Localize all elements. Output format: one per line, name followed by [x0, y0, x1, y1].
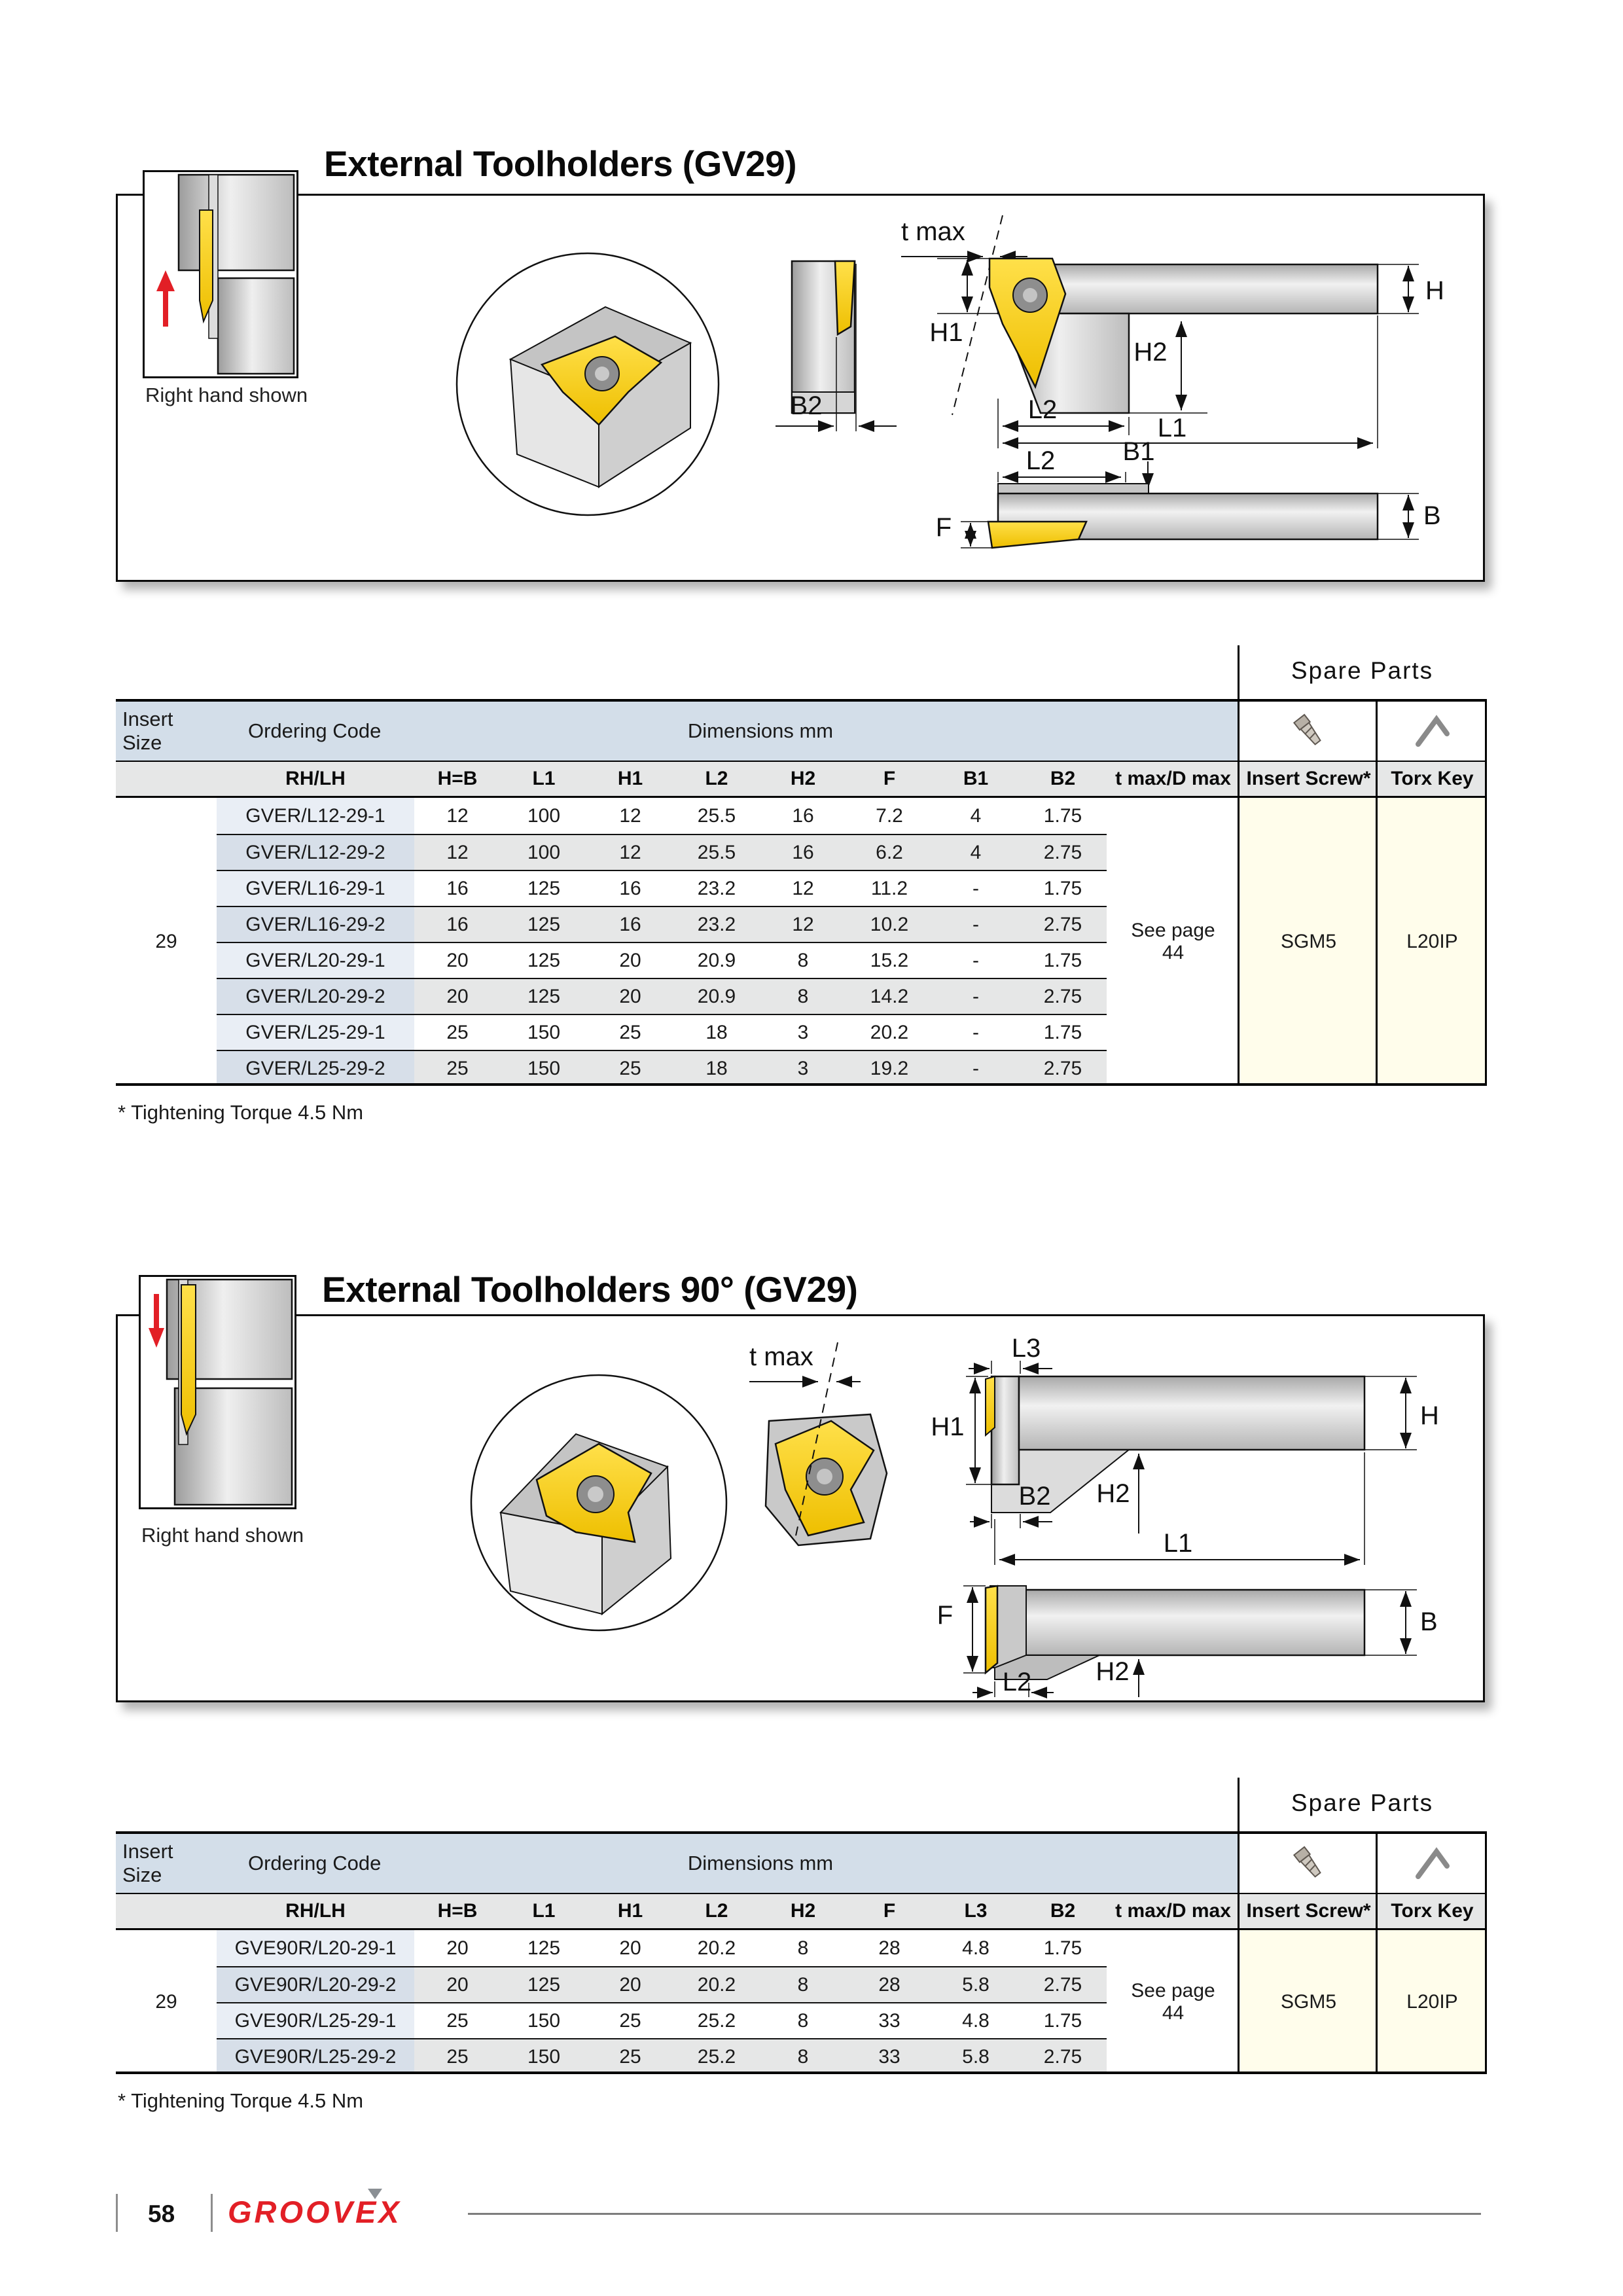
dimension-value-cell: 25	[414, 2038, 501, 2074]
dimension-value-cell: 8	[760, 2038, 846, 2074]
dimension-value-cell: 25	[414, 2002, 501, 2038]
dim-col-header: H=B	[414, 1894, 501, 1930]
dim-col-header: L2	[673, 762, 760, 798]
dimension-value-cell: 25	[587, 1050, 673, 1086]
dim-label-L2b: L2	[1026, 446, 1056, 475]
section2-thumbnail-drawing	[141, 1277, 294, 1507]
ordering-code-cell: GVER/L12-29-2	[217, 834, 414, 870]
dim-label-F: F	[935, 513, 952, 542]
dim-label-L3: L3	[1011, 1334, 1041, 1363]
dim-col-header: L2	[673, 1894, 760, 1930]
dimension-value-cell: 14.2	[846, 978, 933, 1014]
dim-col-header: H2	[760, 762, 846, 798]
dimension-value-cell: 25.2	[673, 2038, 760, 2074]
dimension-value-cell: 8	[760, 942, 846, 978]
footer-rule-mid	[211, 2194, 213, 2232]
dimension-value-cell: 8	[760, 978, 846, 1014]
dim-label-tmax: t max	[901, 217, 965, 246]
section1-title: External Toolholders (GV29)	[324, 143, 797, 184]
side-view	[931, 1334, 1438, 1565]
insert-size-header: Insert Size	[116, 1834, 217, 1894]
dimension-value-cell: 20.2	[673, 1930, 760, 1966]
logo-triangle-icon	[368, 2189, 382, 2199]
dimension-value-cell: 16	[587, 870, 673, 906]
ordering-code-cell: GVE90R/L25-29-1	[217, 2002, 414, 2038]
dimension-value-cell: 125	[501, 906, 587, 942]
dimension-value-cell: -	[933, 870, 1019, 906]
dim-label-H1: H1	[929, 318, 963, 347]
dimension-value-cell: 16	[414, 870, 501, 906]
dim-label-H: H	[1420, 1401, 1439, 1430]
torx-key-image	[1378, 1834, 1487, 1894]
dim-label-B: B	[1423, 501, 1441, 530]
dimension-value-cell: 25.5	[673, 798, 760, 834]
dimension-value-cell: 4	[933, 798, 1019, 834]
dim-label-B1: B1	[1122, 437, 1155, 466]
dim-label-L2a: L2	[1027, 395, 1058, 424]
insert-screw-header: Insert Screw*	[1240, 762, 1378, 798]
rh-lh-header: RH/LH	[217, 1894, 414, 1930]
dim-col-header: F	[846, 1894, 933, 1930]
dimension-value-cell: 125	[501, 978, 587, 1014]
dim-label-L2: L2	[1002, 1668, 1032, 1696]
tmax-header: t max/D max	[1107, 762, 1240, 798]
plan-view	[936, 446, 1441, 548]
see-page-cell: See page 44	[1107, 798, 1240, 1086]
dim-label-F: F	[936, 1601, 954, 1630]
dim-label-B2: B2	[1018, 1482, 1051, 1511]
dimension-value-cell: 16	[587, 906, 673, 942]
dimension-value-cell: 3	[760, 1050, 846, 1086]
dimension-value-cell: 150	[501, 1050, 587, 1086]
dimension-value-cell: -	[933, 942, 1019, 978]
dimension-value-cell: -	[933, 906, 1019, 942]
section2-diagram-box	[116, 1314, 1485, 1702]
dimension-value-cell: 18	[673, 1014, 760, 1050]
dimension-value-cell: 15.2	[846, 942, 933, 978]
dimension-value-cell: 5.8	[933, 1966, 1019, 2002]
brand-logo	[228, 2194, 402, 2230]
dimension-value-cell: 150	[501, 1014, 587, 1050]
table-bottom-rule	[116, 2072, 1487, 2074]
dimension-value-cell: 2.75	[1019, 1966, 1107, 2002]
dimension-value-cell: -	[933, 1014, 1019, 1050]
section1-diagram-box	[116, 194, 1485, 582]
dimension-value-cell: 1.75	[1019, 2002, 1107, 2038]
section1-technical-drawing	[118, 196, 1483, 580]
dimension-value-cell: 19.2	[846, 1050, 933, 1086]
dim-label-H2b: H2	[1096, 1657, 1130, 1686]
dim-label-H2a: H2	[1096, 1479, 1130, 1508]
dim-col-header: H=B	[414, 762, 501, 798]
dimension-value-cell: 150	[501, 2038, 587, 2074]
section1-footnote: * Tightening Torque 4.5 Nm	[118, 1101, 364, 1124]
ordering-code-cell: GVE90R/L20-29-1	[217, 1930, 414, 1966]
ordering-code-cell: GVER/L20-29-2	[217, 978, 414, 1014]
ordering-code-cell: GVER/L12-29-1	[217, 798, 414, 834]
detail-circle-view	[471, 1375, 726, 1630]
dim-label-H1: H1	[931, 1412, 965, 1441]
dim-label-H: H	[1425, 276, 1444, 305]
detail-circle-view	[457, 253, 719, 515]
spare-parts-divider	[1238, 645, 1240, 1086]
tmax-band-cell	[1107, 702, 1240, 762]
dimension-value-cell: 12	[760, 870, 846, 906]
insert-screw-image	[1240, 1834, 1378, 1894]
dimension-value-cell: 25	[587, 2002, 673, 2038]
dim-col-header: H1	[587, 1894, 673, 1930]
insert-size-header: Insert Size	[116, 702, 217, 762]
ordering-code-cell: GVE90R/L25-29-2	[217, 2038, 414, 2074]
dim-col-header: B1	[933, 762, 1019, 798]
dim-label-L1: L1	[1157, 414, 1187, 442]
section2-title: External Toolholders 90° (GV29)	[322, 1269, 858, 1310]
dimension-value-cell: 25	[414, 1014, 501, 1050]
dimension-value-cell: 4.8	[933, 2002, 1019, 2038]
dimension-value-cell: 25	[587, 1014, 673, 1050]
insert-screw-image	[1240, 702, 1378, 762]
dim-col-header: H1	[587, 762, 673, 798]
dimension-value-cell: 20	[587, 1930, 673, 1966]
dim-label-H2: H2	[1133, 338, 1168, 367]
dimension-value-cell: 20.9	[673, 942, 760, 978]
insert-screw-header: Insert Screw*	[1240, 1894, 1378, 1930]
feed-direction-up-arrow	[156, 270, 175, 327]
dimension-value-cell: 8	[760, 2002, 846, 2038]
dimension-value-cell: 2.75	[1019, 2038, 1107, 2074]
dimension-value-cell: 125	[501, 870, 587, 906]
dimensions-header: Dimensions mm	[414, 702, 1107, 762]
footer-rule-long	[468, 2213, 1481, 2215]
dimension-value-cell: 20.2	[673, 1966, 760, 2002]
dimension-value-cell: 16	[760, 834, 846, 870]
dimension-value-cell: 2.75	[1019, 978, 1107, 1014]
dimension-value-cell: 2.75	[1019, 906, 1107, 942]
dimension-value-cell: 12	[414, 798, 501, 834]
ordering-code-cell: GVER/L25-29-2	[217, 1050, 414, 1086]
dimension-value-cell: 20	[414, 978, 501, 1014]
dim-label-B: B	[1420, 1607, 1438, 1636]
dimension-value-cell: 11.2	[846, 870, 933, 906]
dimension-value-cell: 28	[846, 1966, 933, 2002]
ordering-code-header: Ordering Code	[217, 702, 414, 762]
ordering-code-cell: GVER/L20-29-1	[217, 942, 414, 978]
dimension-value-cell: 150	[501, 2002, 587, 2038]
section2-thumbnail-caption: Right hand shown	[141, 1524, 304, 1547]
dimension-value-cell: 100	[501, 798, 587, 834]
spare-parts-label: Spare Parts	[1291, 1789, 1434, 1816]
dimension-value-cell: 12	[587, 798, 673, 834]
section1-thumbnail-caption: Right hand shown	[145, 384, 308, 406]
dimension-value-cell: 20	[587, 1966, 673, 2002]
dimension-value-cell: 1.75	[1019, 870, 1107, 906]
dim-col-header: H2	[760, 1894, 846, 1930]
spare-parts-label: Spare Parts	[1291, 657, 1434, 684]
dimension-value-cell: 18	[673, 1050, 760, 1086]
dim-col-header: F	[846, 762, 933, 798]
dimension-value-cell: 25	[587, 2038, 673, 2074]
dim-label-L1: L1	[1163, 1529, 1193, 1558]
screw-torx-divider	[1376, 699, 1378, 1086]
dimension-value-cell: 5.8	[933, 2038, 1019, 2074]
dimension-value-cell: 33	[846, 2002, 933, 2038]
dimension-value-cell: 6.2	[846, 834, 933, 870]
tmax-header: t max/D max	[1107, 1894, 1240, 1930]
dimension-value-cell: 1.75	[1019, 942, 1107, 978]
dimension-value-cell: 10.2	[846, 906, 933, 942]
dimension-value-cell: 12	[587, 834, 673, 870]
dimension-value-cell: 2.75	[1019, 1050, 1107, 1086]
dimension-value-cell: -	[933, 978, 1019, 1014]
table-right-edge	[1485, 1831, 1487, 2074]
blank-header-cell	[116, 762, 217, 798]
see-page-cell: See page 44	[1107, 1930, 1240, 2074]
torx-key-header: Torx Key	[1378, 1894, 1487, 1930]
dimension-value-cell: 20.9	[673, 978, 760, 1014]
section1-thumbnail-drawing	[145, 172, 296, 376]
insert-size-cell: 29	[116, 798, 217, 1086]
section1-thumbnail	[143, 170, 298, 378]
section2-table	[116, 1778, 1487, 2074]
dimension-value-cell: 25	[414, 1050, 501, 1086]
ordering-code-cell: GVER/L16-29-2	[217, 906, 414, 942]
end-view	[776, 261, 897, 431]
dimension-value-cell: 1.75	[1019, 1930, 1107, 1966]
dimension-value-cell: 16	[414, 906, 501, 942]
section2-table-grid	[116, 1831, 1487, 2074]
side-view	[929, 259, 1444, 489]
blank-header-cell	[116, 1894, 217, 1930]
ordering-code-cell: GVE90R/L20-29-2	[217, 1966, 414, 2002]
dimension-value-cell: 4	[933, 834, 1019, 870]
dimension-value-cell: 33	[846, 2038, 933, 2074]
table-bottom-rule	[116, 1083, 1487, 1086]
dimension-value-cell: 20	[587, 978, 673, 1014]
insert-screw-value: SGM5	[1240, 1930, 1378, 2074]
ordering-code-header: Ordering Code	[217, 1834, 414, 1894]
dim-col-header: L1	[501, 762, 587, 798]
dimension-value-cell: 20	[414, 942, 501, 978]
spare-parts-divider	[1238, 1778, 1240, 2074]
screw-torx-divider	[1376, 1831, 1378, 2074]
dimension-value-cell: 16	[760, 798, 846, 834]
brand-logo-text: GROOVEX	[228, 2195, 402, 2229]
section2-footnote: * Tightening Torque 4.5 Nm	[118, 2089, 364, 2112]
dimension-value-cell: 1.75	[1019, 1014, 1107, 1050]
dimension-value-cell: 20	[587, 942, 673, 978]
torx-key-value: L20IP	[1378, 1930, 1487, 2074]
dim-label-B2: B2	[790, 391, 823, 420]
section2-thumbnail	[139, 1275, 296, 1509]
tmax-band-cell	[1107, 1834, 1240, 1894]
dimension-value-cell: 23.2	[673, 870, 760, 906]
rh-lh-header: RH/LH	[217, 762, 414, 798]
torx-key-image	[1378, 702, 1487, 762]
section2-technical-drawing	[118, 1316, 1483, 1700]
dimension-value-cell: 8	[760, 1966, 846, 2002]
dim-col-header: L1	[501, 1894, 587, 1930]
torx-key-header: Torx Key	[1378, 762, 1487, 798]
dimension-value-cell: 20	[414, 1930, 501, 1966]
ordering-code-cell: GVER/L25-29-1	[217, 1014, 414, 1050]
insert-detail-view	[749, 1342, 887, 1545]
footer-rule-left	[116, 2194, 118, 2232]
dimension-value-cell: 12	[414, 834, 501, 870]
dim-col-header: B2	[1019, 762, 1107, 798]
dimension-value-cell: 2.75	[1019, 834, 1107, 870]
dim-label-tmax: t max	[749, 1342, 813, 1371]
dimension-value-cell: 25.2	[673, 2002, 760, 2038]
dimension-value-cell: 8	[760, 1930, 846, 1966]
section1-table	[116, 645, 1487, 1086]
section1-table-grid	[116, 699, 1487, 1086]
dimension-value-cell: 7.2	[846, 798, 933, 834]
dimension-value-cell: 125	[501, 1930, 587, 1966]
dimension-value-cell: 28	[846, 1930, 933, 1966]
dimension-value-cell: 100	[501, 834, 587, 870]
dimension-value-cell: 20.2	[846, 1014, 933, 1050]
dimension-value-cell: 25.5	[673, 834, 760, 870]
insert-size-cell: 29	[116, 1930, 217, 2074]
dimensions-header: Dimensions mm	[414, 1834, 1107, 1894]
dim-col-header: B2	[1019, 1894, 1107, 1930]
table-right-edge	[1485, 699, 1487, 1086]
dimension-value-cell: 125	[501, 1966, 587, 2002]
torx-key-value: L20IP	[1378, 798, 1487, 1086]
plan-view	[937, 1586, 1438, 1697]
dimension-value-cell: 23.2	[673, 906, 760, 942]
dim-col-header: L3	[933, 1894, 1019, 1930]
ordering-code-cell: GVER/L16-29-1	[217, 870, 414, 906]
insert-screw-value: SGM5	[1240, 798, 1378, 1086]
dimension-value-cell: 1.75	[1019, 798, 1107, 834]
dimension-value-cell: 3	[760, 1014, 846, 1050]
dimension-value-cell: 4.8	[933, 1930, 1019, 1966]
page-number: 58	[148, 2200, 175, 2227]
feed-direction-down-arrow	[149, 1294, 164, 1348]
dimension-value-cell: 20	[414, 1966, 501, 2002]
dimension-value-cell: 12	[760, 906, 846, 942]
dimension-value-cell: -	[933, 1050, 1019, 1086]
dimension-value-cell: 125	[501, 942, 587, 978]
